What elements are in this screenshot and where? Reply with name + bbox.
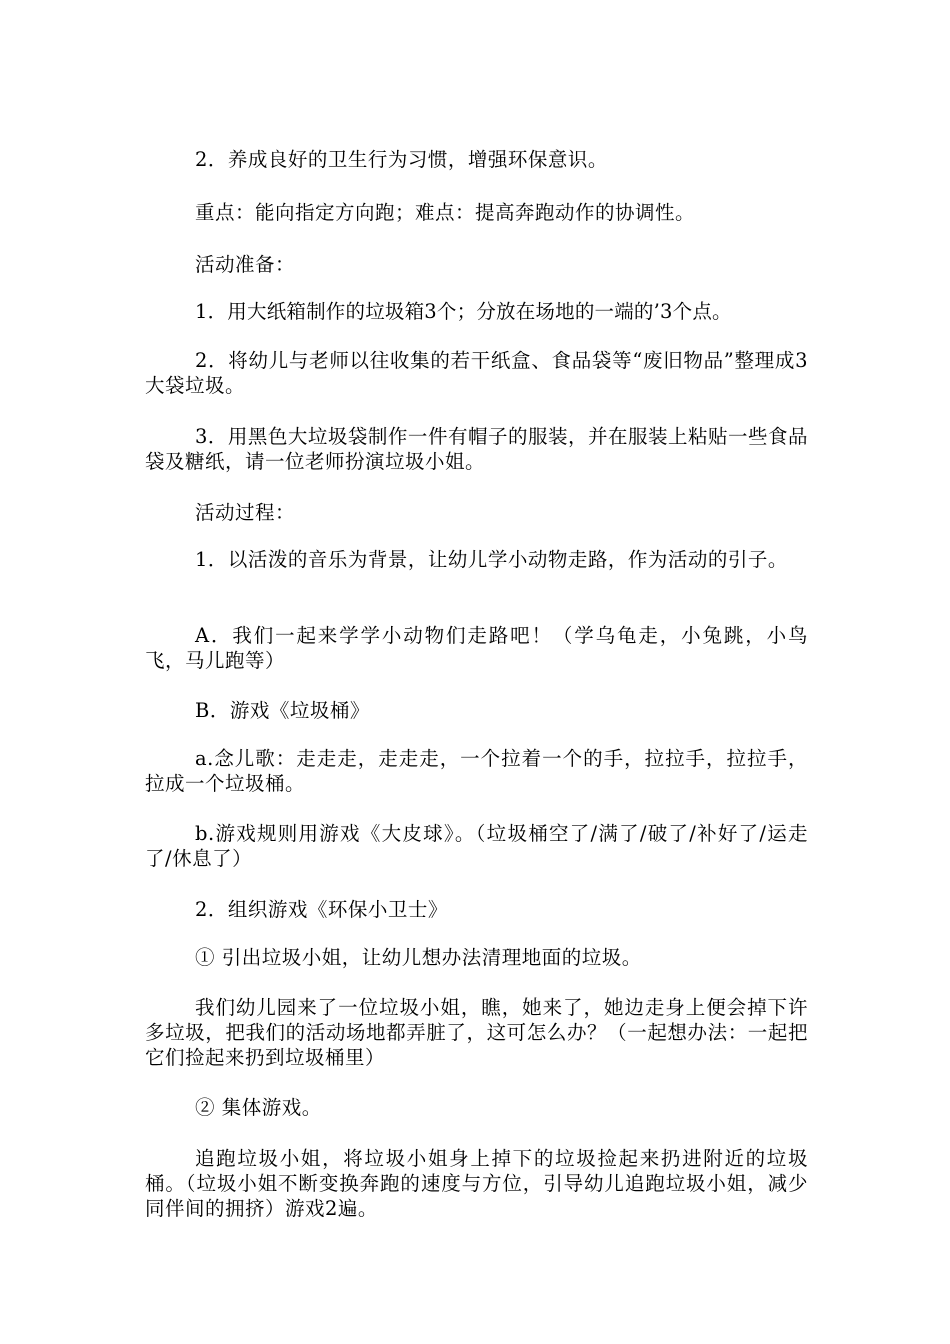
- paragraph-process-b: B．游戏《垃圾桶》: [195, 699, 370, 722]
- paragraph-preparation-1: 1．用大纸箱制作的垃圾箱3个；分放在场地的一端的’3个点。: [195, 300, 732, 323]
- paragraph-story: 我们幼儿园来了一位垃圾小姐，瞧，她来了，她边走身上便会掉下许多垃圾，把我们的活动场地都弄脏了，这可怎么办？（一起想办法：一起把它们捡起来扔到垃圾桶里）: [145, 996, 808, 1069]
- paragraph-rhyme: a.念儿歌：走走走，走走走，一个拉着一个的手，拉拉手，拉拉手，拉成一个垃圾桶。: [145, 747, 808, 795]
- paragraph-chase-game: 追跑垃圾小姐，将垃圾小姐身上掉下的垃圾捡起来扔进附近的垃圾桶。（垃圾小姐不断变换奔跑的速度与方位，引导幼儿追跑垃圾小姐，减少同伴间的拥挤）游戏2遍。: [145, 1147, 808, 1220]
- paragraph-game-rules: b.游戏规则用游戏《大皮球》。（垃圾桶空了/满了/破了/补好了/运走了/休息了）: [145, 822, 808, 870]
- paragraph-process-1: 1．以活泼的音乐为背景，让幼儿学小动物走路，作为活动的引子。: [195, 548, 788, 571]
- paragraph-process-heading: 活动过程：: [195, 501, 296, 524]
- paragraph-preparation-heading: 活动准备：: [195, 253, 296, 276]
- paragraph-step-1: ① 引出垃圾小姐，让幼儿想办法清理地面的垃圾。: [195, 946, 642, 969]
- paragraph-goal-2: 2．养成良好的卫生行为习惯，增强环保意识。: [195, 148, 608, 171]
- paragraph-key-points: 重点：能向指定方向跑；难点：提高奔跑动作的协调性。: [195, 201, 696, 224]
- paragraph-preparation-3: 3．用黑色大垃圾袋制作一件有帽子的服装，并在服装上粘贴一些食品袋及糖纸，请一位老师扮演垃圾小姐。: [145, 425, 808, 473]
- paragraph-preparation-2: 2．将幼儿与老师以往收集的若干纸盒、食品袋等“废旧物品”整理成3大袋垃圾。: [145, 349, 808, 397]
- paragraph-step-2: ② 集体游戏。: [195, 1096, 322, 1119]
- paragraph-process-a: A．我们一起来学学小动物们走路吧！（学乌龟走，小兔跳，小鸟飞，马儿跑等）: [145, 624, 808, 672]
- paragraph-process-2: 2．组织游戏《环保小卫士》: [195, 898, 448, 921]
